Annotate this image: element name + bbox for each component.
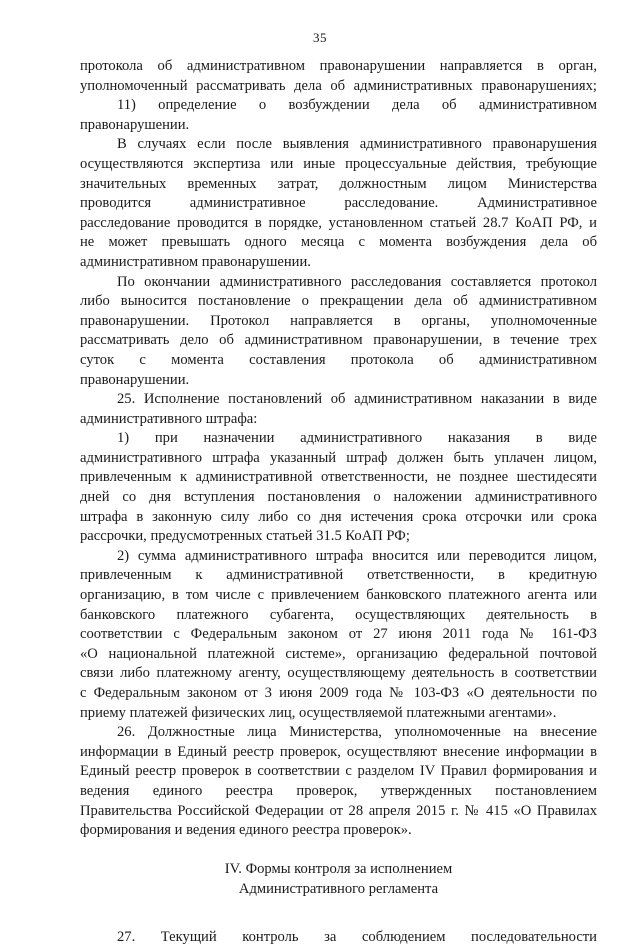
text-line: расследование проводится в порядке, установленном статьей 28.7 КоАП РФ, и — [80, 214, 597, 231]
text-line: банковского платежного субагента, осуществляющих деятельность в — [80, 606, 597, 623]
section-heading-line-1: IV. Формы контроля за исполнением — [224, 861, 453, 878]
text-line: соответствии с Федеральным законом от 27 июня 2011 года № 161-ФЗ — [80, 626, 597, 643]
text-line: 26. Должностные лица Министерства, уполномоченные на внесение — [117, 724, 597, 741]
text-line: значительных временных затрат, должностным лицом Министерства — [80, 175, 597, 192]
text-line: протокола об административном правонарушении направляется в орган, — [80, 58, 597, 74]
text-line: 1) при назначении административного наказания в виде — [117, 430, 597, 447]
text-line: административного штрафа: — [80, 410, 258, 427]
text-line: правонарушении. Протокол направляется в органы, уполномоченные — [80, 312, 597, 329]
paragraph-27-line: 27. Текущий контроль за соблюдением последовательности — [117, 929, 597, 946]
document-body — [80, 57, 597, 948]
spacer — [80, 919, 597, 928]
text-line: ведения единого реестра проверок, утвержденных постановлением — [80, 782, 597, 799]
text-line: административного штрафа указанный штраф должен быть уплачен лицом, — [80, 449, 597, 466]
text-line: 11) определение о возбуждении дела об административном — [117, 97, 597, 114]
text-line: По окончании административного расследования составляется протокол — [117, 273, 597, 290]
text-line: 2) сумма административного штрафа вносится или переводится лицом, — [117, 547, 597, 564]
text-line: связи либо платежному агенту, осуществляющему деятельность в соответствии — [80, 665, 597, 682]
text-line: В случаях если после выявления административного правонарушения — [117, 136, 597, 153]
text-line: Правительства Российской Федерации от 28 апреля 2015 г. № 415 «О Правилах — [80, 802, 597, 819]
text-line: правонарушении. — [80, 371, 190, 388]
text-line: «О национальной платежной системе», организацию федеральной почтовой — [80, 645, 597, 662]
text-line: штрафа в законную силу либо со дня истечения срока отсрочки или срока — [80, 508, 597, 525]
text-line: привлеченным к административной ответственности, в кредитную — [80, 567, 597, 584]
text-line: дней со дня вступления постановления о наложении административного — [80, 489, 597, 506]
text-line: организацию, в том числе с привлечением банковского платежного агента или — [80, 587, 597, 604]
text-line: суток с момента составления протокола об административном — [80, 351, 597, 368]
body-lines — [80, 57, 597, 841]
text-line: правонарушении. — [80, 116, 190, 133]
text-line: либо выносится постановление о прекращении дела об административном — [80, 293, 597, 310]
text-line: приему платежей физических лиц, осуществляемой платежными агентами». — [80, 704, 557, 721]
text-line: Единый реестр проверок в соответствии с разделом IV Правил формирования и — [80, 763, 597, 780]
text-line: административном правонарушении. — [80, 253, 311, 270]
spacer — [80, 841, 597, 861]
text-line: не может превышать одного месяца с момента возбуждения дела об — [80, 234, 597, 251]
text-line: проводится административное расследование. Административное — [80, 195, 597, 212]
text-line: рассматривать дело об административном правонарушении, в течение трех — [80, 332, 597, 349]
text-line: привлеченным к административной ответственности, не позднее шестидесяти — [80, 469, 597, 486]
text-line: формирования и ведения единого реестра проверок». — [80, 822, 412, 839]
spacer — [80, 900, 597, 920]
text-line: уполномоченный рассматривать дела об административных правонарушениях; — [80, 77, 597, 94]
text-line: информации в Единый реестр проверок, осуществляют внесение информации в — [80, 743, 597, 760]
text-line: рассрочки, предусмотренных статьей 31.5 КоАП РФ; — [80, 528, 410, 545]
text-line: 25. Исполнение постановлений об административном наказании в виде — [117, 391, 597, 408]
page-number: 35 — [313, 30, 327, 45]
text-line: с Федеральным законом от 3 июня 2009 года № 103-ФЗ «О деятельности по — [80, 685, 597, 701]
section-heading-line-2: Административного регламента — [238, 880, 439, 897]
text-line: осуществляются экспертиза или иные процессуальные действия, требующие — [80, 155, 597, 172]
